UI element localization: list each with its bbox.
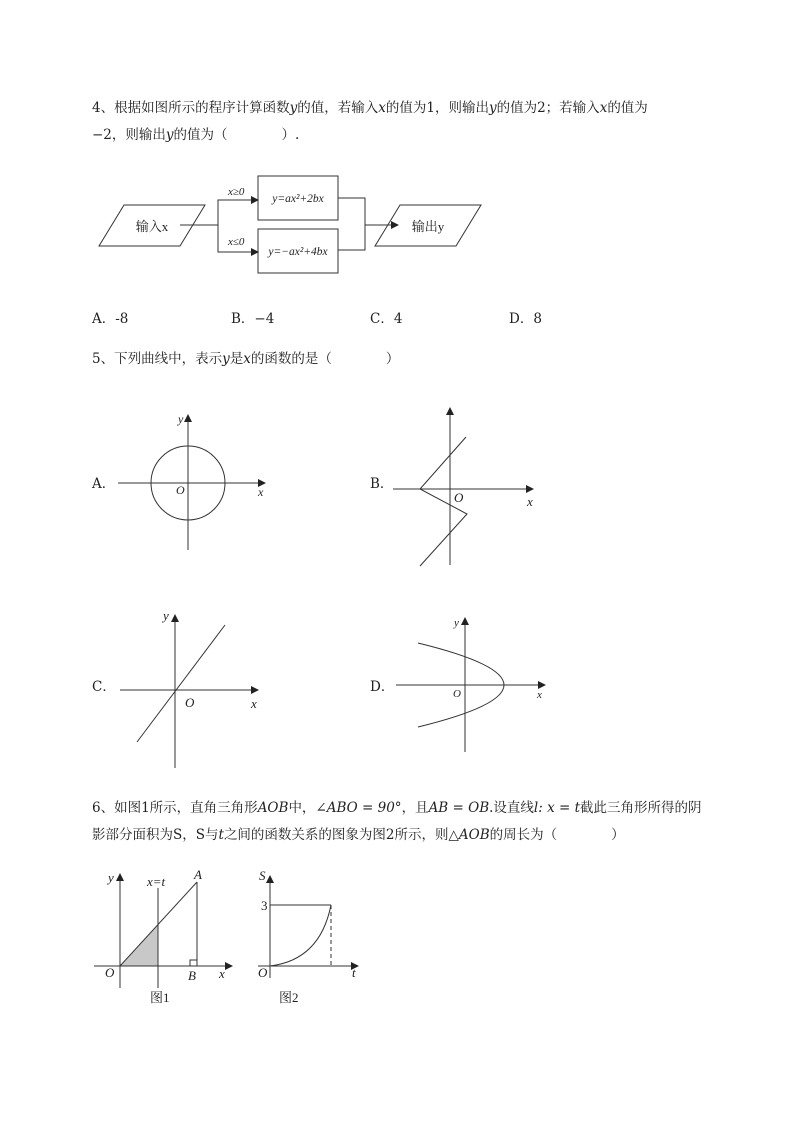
q5-label-d: D．: [370, 679, 395, 695]
q4-var-x: x: [378, 100, 386, 116]
q4-text-1: 4、根据如图所示的程序计算函数: [92, 100, 290, 116]
graph-d-x: x: [537, 689, 542, 701]
q6-figure2: [258, 876, 358, 978]
q4-text-5: 的值为: [607, 100, 648, 116]
q6-line1: [92, 797, 702, 819]
graph-b-x: x: [527, 494, 533, 509]
q5-stem: [92, 348, 399, 370]
input-label: 输入x: [135, 219, 169, 234]
q5-var-x: x: [243, 351, 251, 367]
q4-text-7: 的值为（ ）.: [173, 127, 300, 143]
q6-line-l: l: x = t: [533, 800, 581, 816]
q6-text-2: 中，: [288, 800, 316, 816]
q4-var-y3: y: [165, 127, 174, 143]
q6-text-5: 截此三角形所得的阴: [580, 800, 702, 816]
fig2-s: S: [259, 868, 266, 883]
q5-label-b: B．: [370, 476, 394, 492]
q4-var-y: y: [289, 100, 298, 116]
q4-text-6: −2，则输出: [92, 127, 166, 143]
q6-text-1: 6、如图1所示，直角三角形: [92, 800, 258, 816]
q6-text-6: 影部分面积为S，S与: [92, 827, 219, 843]
graph-a-y: y: [178, 412, 184, 426]
fig1-a: A: [194, 867, 202, 882]
fig1-b: B: [188, 968, 196, 983]
fig1-caption: 图1: [150, 990, 170, 1005]
q4-text-2: 的值，若输入: [297, 100, 379, 116]
q5-graph-b: [393, 408, 533, 566]
q6-tri: △AOB: [448, 827, 490, 843]
q5-label-c: C．: [92, 679, 116, 695]
graph-d-o: O: [453, 688, 461, 700]
graph-c-y: y: [163, 608, 169, 623]
cond-bottom: x≤0: [228, 236, 245, 248]
fig1-line-label: x=t: [147, 874, 166, 889]
graph-a-x: x: [258, 485, 264, 499]
q4-text-3: 的值为1，则输出: [385, 100, 489, 116]
q6-var-t: t: [218, 827, 224, 843]
graph-c-o: O: [185, 695, 195, 710]
graph-a-o: O: [176, 483, 185, 497]
q6-text-4: .设直线: [489, 800, 534, 816]
q5-graph-c: [120, 615, 258, 768]
fig2-o: O: [258, 965, 268, 980]
q5-text-1: 5、下列曲线中，表示: [92, 351, 223, 367]
q5-text-2: 是: [229, 351, 244, 367]
fig1-x: x: [219, 966, 225, 981]
fig2-three: 3: [261, 898, 268, 913]
q5-graph-a: [118, 415, 265, 550]
q6-angle: ∠ABO = 90°: [315, 800, 402, 816]
q6-line2: [92, 824, 625, 846]
cond-top: x≥0: [228, 186, 245, 198]
fig1-y: y: [108, 870, 114, 885]
box-bottom-formula: y=−ax²+4bx: [268, 246, 328, 258]
q6-eq: AB = OB: [428, 800, 490, 816]
q4-option-a: A．-8: [92, 311, 129, 327]
q6-text-3: ，且: [401, 800, 429, 816]
q6-aob: AOB: [257, 800, 289, 816]
q6-text-8: 的周长为（ ）: [489, 827, 625, 843]
q4-var-y2: y: [488, 100, 497, 116]
q6-text-7: 之间的函数关系的图象为图2所示，则: [223, 827, 449, 843]
fig2-caption: 图2: [279, 990, 299, 1005]
q4-option-b: B．−4: [231, 311, 275, 327]
box-top-formula: y=ax²+2bx: [272, 193, 324, 205]
fig2-t: t: [352, 965, 356, 980]
q5-label-a: A．: [92, 476, 116, 492]
q5-var-y: y: [222, 351, 230, 367]
q4-var-x2: x: [599, 100, 608, 116]
q6-figure1: [94, 874, 232, 988]
graph-c-x: x: [251, 696, 257, 711]
q5-text-3: 的函数的是（ ）: [250, 351, 400, 367]
q4-option-c: C．4: [370, 311, 403, 327]
q4-option-d: D．8: [509, 311, 542, 327]
graph-b-o: O: [454, 490, 464, 505]
fig1-o: O: [105, 965, 115, 980]
q4-text-4: 的值为2；若输入: [496, 100, 600, 116]
output-label: 输出y: [411, 219, 445, 234]
q5-graph-d: [396, 618, 545, 752]
graph-d-y: y: [454, 617, 459, 629]
